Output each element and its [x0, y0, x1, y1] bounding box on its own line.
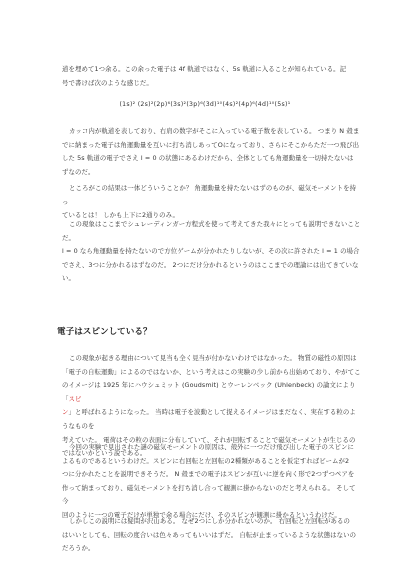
paragraph-schrodinger — [62, 218, 362, 286]
electron-configuration-formula: (1s)² (2s)²(2p)⁶(3s)²(3p)⁶(3d)¹⁰(4s)²(4p)⁶(4d)¹⁰(5s)¹ — [119, 101, 291, 108]
text-line: しかしこの説明には疑問が沢山ある。 なぜ2つにしか分かれないのか。 右回転と左回転があるの — [69, 517, 351, 525]
paragraph-orbit-explanation — [62, 125, 362, 179]
text-line: この現象が起きる理由について見当も全く見当が付かないわけではなかった。 物質の磁性の原因は — [69, 354, 357, 362]
text-line: 」と呼ばれるようになった。 当時は電子を波動として捉えるイメージはまだなく、実在する粒のようなものを — [62, 408, 356, 430]
spin-term-highlight: スピ — [68, 394, 82, 403]
paragraph-questions — [62, 515, 362, 556]
text-line: した 5s 軌道の電子でさえ l = 0 の状態にあるわけだから、全体としても角運動量を一切持たないは — [62, 154, 354, 163]
text-line: ではないかという説である。 — [62, 449, 147, 458]
text-line: はいいとしても、回転の度合いは色々あってもいいはずだ。 自転が止まっているような状態はないの — [62, 530, 357, 539]
text-line: のイメージは 1925 年にハウシュミット (Goudsmit) とウーレンベック (Uhlenbeck) の論文により「 — [62, 381, 356, 403]
text-line: 号で書けば次のような感じだ。 — [62, 78, 153, 87]
text-line: l = 0 なら角運動量を持たないので方位ゲームが分かれたりしないが、その次に許された l = 1 の場合 — [62, 247, 360, 256]
text-line: ところがこの結果は一体どういうことか？ 角運動量を持たないはずのものが、磁気モーメントを持っ — [62, 184, 357, 206]
paragraph-contradiction — [62, 182, 362, 223]
text-line: 作って納まっており、磁気モーメントを打ち消し合って観測に掛からないのだと考えられる。 そして今 — [62, 483, 356, 506]
text-line: つに分かれたことを説明できそうだ。 N 殻までの電子はスピンが互いに逆を向く形で2つずつペアを — [62, 470, 355, 479]
paragraph-spin-explanation — [62, 441, 362, 523]
text-line: い。 — [62, 274, 75, 283]
spin-term-highlight: ン — [62, 408, 69, 417]
text-line: 「電子の自転運動」によるのではないか、という考えはこの実験の少し前から出始めており、やがてこ — [62, 367, 361, 376]
text-line: この現象はここまでシュレーディンガー方程式を使って考えてきた我々にとっても説明できないことだ。 — [62, 220, 361, 242]
text-line: よるものであるというわけだ。スピンに右回転と左回転の2種類があることを仮定すればビームが2 — [62, 456, 350, 465]
text-line: 道を埋めて1つ余る。この余った電子は 4f 軌道ではなく、5s 軌道に入ることが知られている。記 — [62, 65, 347, 73]
text-line: だろうか。 — [62, 544, 95, 553]
text-line: 回のように一つの電子だけが単独で余る場合にだけ、そのスピンが観測に掛かるというわけだ。 — [62, 510, 341, 519]
text-line: でに納まった電子は角運動量を互いに打ち消しあってOになっており、さらにそこからただ一つ飛び出 — [62, 140, 360, 149]
text-line: カッコ内が軌道を表しており、右肩の数字がそこに入っている電子数を表している。 つまり N 殻ま — [69, 127, 360, 135]
text-line: ずなのだ。 — [62, 167, 95, 176]
paragraph-electron-orbit-intro — [62, 63, 362, 90]
text-line: 今回の実験で見出された謎の磁気モーメントの原因は、殻外に一つだけ飛び出した電子のスピンに — [69, 443, 355, 451]
text-line: でさえ、3つに分かれるはずなのだ。 2つにだけ分かれるというのはここまでの理論には出てきていな — [62, 260, 359, 269]
section-heading: 電子はスピンしている？ — [57, 327, 152, 337]
text-line: ているとは！ しかも上下に2通りのみ。 — [62, 211, 180, 220]
text-line: 考えていた。 電荷はその粒の表面に分布していて、それが回転することで磁気モーメントが生じるの — [62, 435, 356, 444]
